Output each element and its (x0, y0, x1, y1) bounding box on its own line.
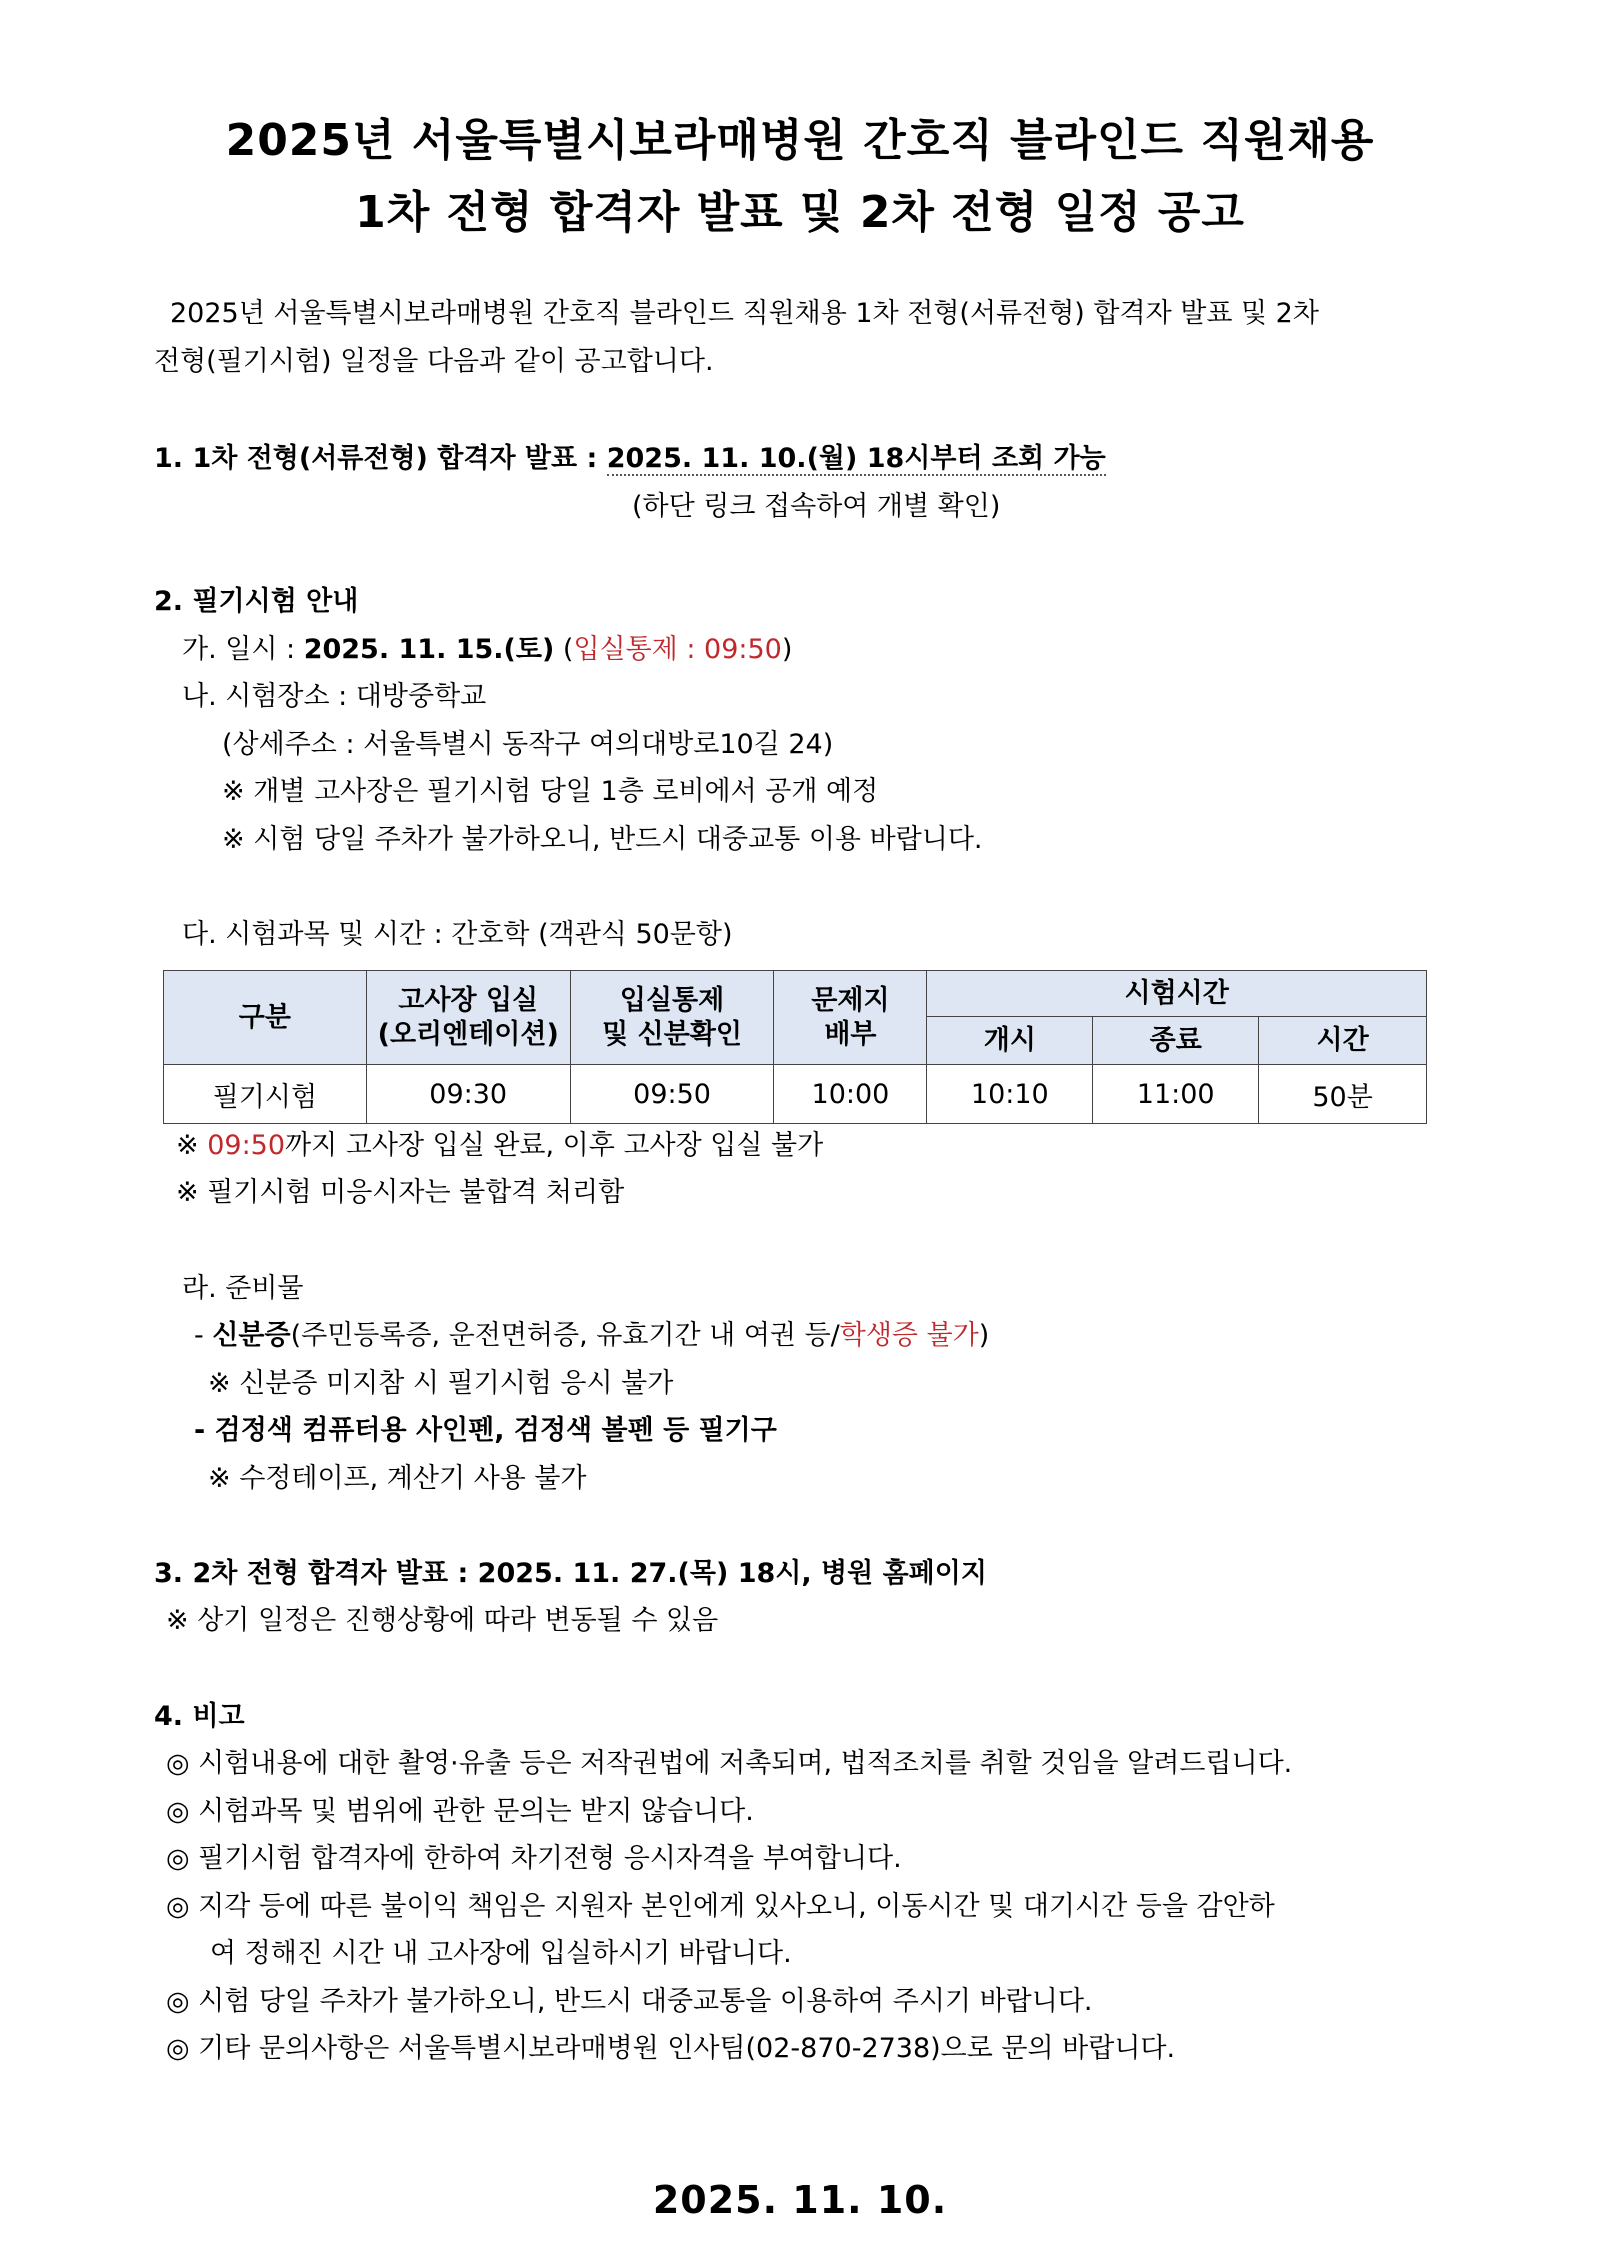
table-cell: 50분 (1259, 1065, 1427, 1124)
exam-schedule-table (163, 970, 1427, 1124)
col-header-control-line1: 입실통제 (619, 984, 725, 1016)
table-cell: 필기시험 (164, 1065, 367, 1124)
note-mark: ※ (176, 1130, 208, 1161)
table-cell: 09:30 (366, 1065, 570, 1124)
student-id-not-allowed: 학생증 불가 (839, 1320, 979, 1351)
dash: - (194, 1320, 213, 1351)
venue-note2: ※ 시험 당일 주차가 불가하오니, 반드시 대중교통 이용 바랍니다. (222, 824, 983, 855)
entry-deadline: 09:50 (207, 1130, 286, 1161)
exam-date: 2025. 11. 15.(토) (303, 634, 555, 665)
supplies-note2: ※ 수정테이프, 계산기 사용 불가 (208, 1463, 587, 1494)
exam-address: (상세주소 : 서울특별시 동작구 여의대방로10길 24) (222, 729, 834, 760)
col-header-paper-line2: 배부 (824, 1018, 877, 1050)
supplies-item1 (194, 1318, 989, 1354)
entry-control-time: 입실통제 : 09:50 (573, 634, 782, 665)
list-item: ◎ 기타 문의사항은 서울특별시보라매병원 인사팀(02-870-2738)으로 문의 바랍니다. (166, 2033, 1176, 2064)
supplies-id-detail: (주민등록증, 운전면허증, 유효기간 내 여권 등/ (290, 1320, 840, 1351)
col-header-control-line2: 및 신분확인 (602, 1018, 742, 1050)
announcement-date: 2025. 11. 10. (652, 2178, 948, 2222)
col-header-paper-line1: 문제지 (811, 984, 890, 1016)
exam-date-line (182, 632, 792, 668)
intro-line2: 전형(필기시험) 일정을 다음과 같이 공고합니다. (154, 346, 714, 377)
exam-venue: 나. 시험장소 : 대방중학교 (182, 681, 487, 712)
exam-date-label: 가. 일시 : (182, 634, 304, 665)
col-header-exam-time: 시험시간 (927, 971, 1427, 1017)
section4-heading: 4. 비고 (154, 1701, 245, 1732)
col-header-duration: 시간 (1259, 1017, 1427, 1065)
col-header-control (570, 971, 774, 1065)
table-cell: 09:50 (570, 1065, 774, 1124)
intro-line1: 2025년 서울특별시보라매병원 간호직 블라인드 직원채용 1차 전형(서류전형) 합격자 발표 및 2차 (170, 298, 1319, 329)
table-row (164, 1065, 1427, 1124)
section1-note: (하단 링크 접속하여 개별 확인) (632, 491, 1001, 522)
paren-close: ) (978, 1320, 990, 1351)
table-note1 (176, 1128, 823, 1164)
section1-heading-label: 1. 1차 전형(서류전형) 합격자 발표 : (154, 443, 607, 474)
col-header-entry-line2: (오리엔테이션) (377, 1018, 559, 1050)
page-title-line1: 2025년 서울특별시보라매병원 간호직 블라인드 직원채용 (225, 115, 1375, 166)
col-header-entry (366, 971, 570, 1065)
section2-heading: 2. 필기시험 안내 (154, 586, 359, 617)
supplies-note1: ※ 신분증 미지참 시 필기시험 응시 불가 (208, 1368, 674, 1399)
table-cell: 11:00 (1093, 1065, 1259, 1124)
table-cell: 10:00 (774, 1065, 927, 1124)
list-item: ◎ 시험과목 및 범위에 관한 문의는 받지 않습니다. (166, 1796, 754, 1827)
paren-close: ) (781, 634, 793, 665)
col-header-paper (774, 971, 927, 1065)
table-note1-text: 까지 고사장 입실 완료, 이후 고사장 입실 불가 (285, 1130, 824, 1161)
list-item-continuation: 여 정해진 시간 내 고사장에 입실하시기 바랍니다. (210, 1938, 792, 1969)
section1-heading (154, 441, 1106, 477)
list-item: ◎ 필기시험 합격자에 한하여 차기전형 응시자격을 부여합니다. (166, 1843, 902, 1874)
exam-subject-line: 다. 시험과목 및 시간 : 간호학 (객관식 50문항) (182, 919, 733, 950)
section3-heading: 3. 2차 전형 합격자 발표 : 2025. 11. 27.(목) 18시, 병원 홈페이지 (154, 1558, 987, 1589)
col-header-category: 구분 (164, 971, 367, 1065)
table-note2: ※ 필기시험 미응시자는 불합격 처리함 (176, 1177, 625, 1208)
list-item: ◎ 시험 당일 주차가 불가하오니, 반드시 대중교통을 이용하여 주시기 바랍니다. (166, 1986, 1093, 2017)
table-cell: 10:10 (927, 1065, 1093, 1124)
col-header-entry-line1: 고사장 입실 (398, 984, 539, 1016)
supplies-item2: - 검정색 컴퓨터용 사인펜, 검정색 볼펜 등 필기구 (194, 1415, 777, 1446)
venue-note1: ※ 개별 고사장은 필기시험 당일 1층 로비에서 공개 예정 (222, 776, 879, 807)
col-header-start: 개시 (927, 1017, 1093, 1065)
page-title-line2: 1차 전형 합격자 발표 및 2차 전형 일정 공고 (355, 187, 1245, 238)
section1-date: 2025. 11. 10.(월) 18시부터 조회 가능 (606, 443, 1106, 474)
supplies-id-label: 신분증 (212, 1320, 291, 1351)
list-item: ◎ 시험내용에 대한 촬영·유출 등은 저작권법에 저촉되며, 법적조치를 취할 것임을 알려드립니다. (166, 1748, 1293, 1779)
supplies-heading: 라. 준비물 (182, 1273, 304, 1304)
col-header-end: 종료 (1093, 1017, 1259, 1065)
list-item: ◎ 지각 등에 따른 불이익 책임은 지원자 본인에게 있사오니, 이동시간 및 대기시간 등을 감안하 (166, 1891, 1275, 1922)
paren-open: ( (554, 634, 574, 665)
section3-note: ※ 상기 일정은 진행상황에 따라 변동될 수 있음 (166, 1605, 719, 1636)
